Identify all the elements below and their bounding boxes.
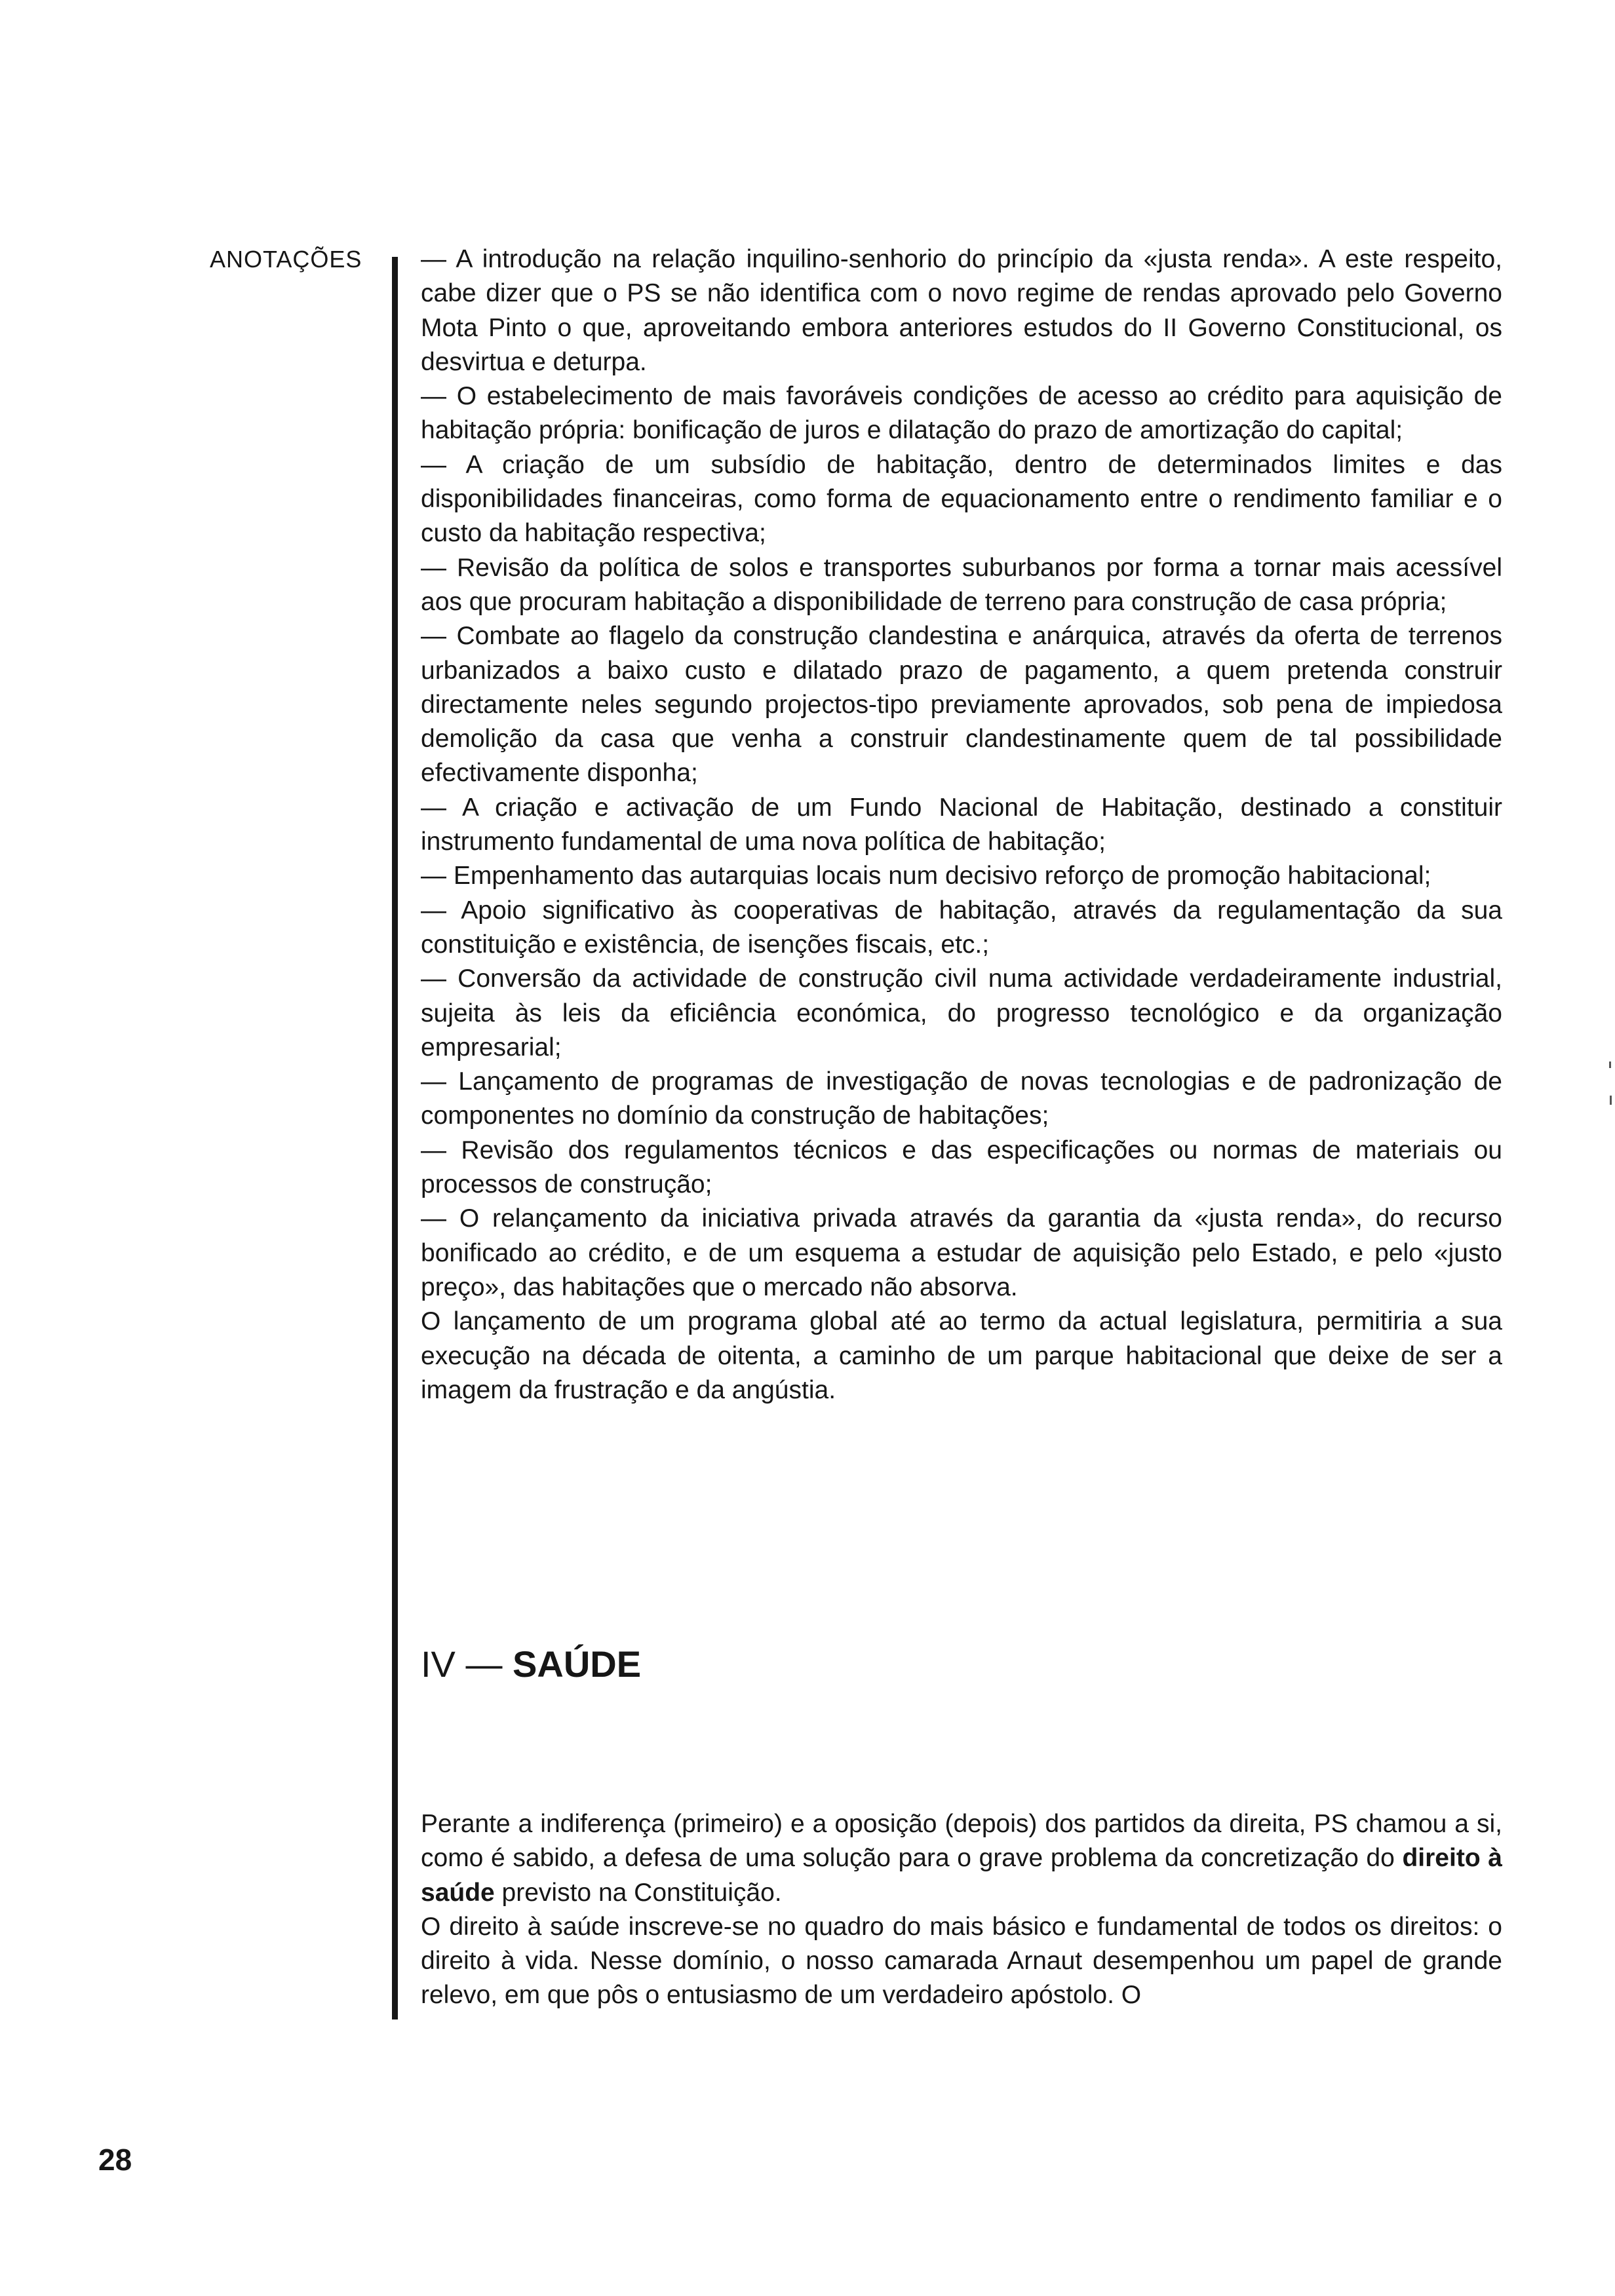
paragraph: — Empenhamento das autarquias locais num decisivo reforço de promoção habitacional; [421,862,1431,890]
paragraph: — Conversão da actividade de construção civil numa actividade verdadeiramente industrial, sujeita às leis da eficiência económica, do progresso tecnológico e da organização empresarial; [421,965,1502,1062]
paragraph: — Lançamento de programas de investigação de novas tecnologias e de padronização de componentes no domínio da construção de habitações; [421,1067,1502,1130]
scan-mark [1610,1096,1612,1105]
page-number: 28 [98,2143,132,2177]
heading-title: SAÚDE [513,1643,642,1685]
heading-prefix: IV — [421,1643,503,1685]
paragraph: — A criação de um subsídio de habitação, dentro de determinados limites e das disponibilidades financeiras, como forma de equacionamento entre o rendimento familiar e o custo da habitação respectiva; [421,450,1502,548]
margin-rule [392,257,398,2019]
paragraph [421,1807,1502,1910]
scan-mark [1609,1062,1611,1068]
paragraph: — O relançamento da iniciativa privada através da garantia da «justa renda», do recurso bonificado ao crédito, e de um esquema a estudar de aquisição pelo Estado, e pelo «justo preço», das habitações que o mercado não absorva. [421,1204,1502,1301]
paragraph-text: previsto na Constituição. [494,1878,782,1907]
paragraph: O direito à saúde inscreve-se no quadro do mais básico e fundamental de todos os direitos: o direito à vida. Nesse domínio, o nosso camarada Arnaut desempenhou um papel de grande relevo, em que pôs o entusiasmo de um verdadeiro apóstolo. O [421,1912,1502,2010]
paragraph: — A introdução na relação inquilino-senhorio do princípio da «justa renda». A este respeito, cabe dizer que o PS se não identifica com o novo regime de rendas aprovado pelo Governo Mota Pinto o que, aproveitando embora anteriores estudos do II Governo Constitucional, os desvirtua e deturpa. [421,245,1502,376]
paragraph: — Revisão da política de solos e transportes suburbanos por forma a tornar mais acessível aos que procuram habitação a disponibilidade de terreno para construção de casa própria; [421,553,1502,616]
paragraph: — A criação e activação de um Fundo Nacional de Habitação, destinado a constituir instrumento fundamental de uma nova política de habitação; [421,793,1502,856]
section-habitacao-text [421,242,1502,1407]
paragraph: — Combate ao flagelo da construção clandestina e anárquica, através da oferta de terrenos urbanizados a baixo custo e dilatado prazo de pagamento, a quem pretenda construir directamente neles segundo projectos-tipo previamente aprovados, sob pena de impiedosa demolição da casa que venha a construir clandestinamente quem de tal possibilidade efectivamente disponha; [421,622,1502,788]
margin-label-anotacoes: ANOTAÇÕES [210,246,362,273]
paragraph: — Apoio significativo às cooperativas de habitação, através da regulamentação da sua constituição e existência, de isenções fiscais, etc.; [421,896,1502,959]
paragraph: — Revisão dos regulamentos técnicos e das especificações ou normas de materiais ou processos de construção; [421,1136,1502,1199]
paragraph: O lançamento de um programa global até ao termo da actual legislatura, permitiria a sua execução na década de oitenta, a caminho de um parque habitacional que deixe de ser a imagem da frustração e da angústia. [421,1307,1502,1404]
section-heading-saude [421,1641,641,1687]
section-saude-text [421,1807,1502,2013]
paragraph-text: Perante a indiferença (primeiro) e a oposição (depois) dos partidos da direita, PS chamou a si, como é sabido, a defesa de uma solução para o grave problema da concretização do [421,1810,1502,1873]
bold-term: direito à saúde [421,1844,1502,1907]
paragraph: — O estabelecimento de mais favoráveis condições de acesso ao crédito para aquisição de habitação própria: bonificação de juros e dilatação do prazo de amortização do capital; [421,382,1502,445]
